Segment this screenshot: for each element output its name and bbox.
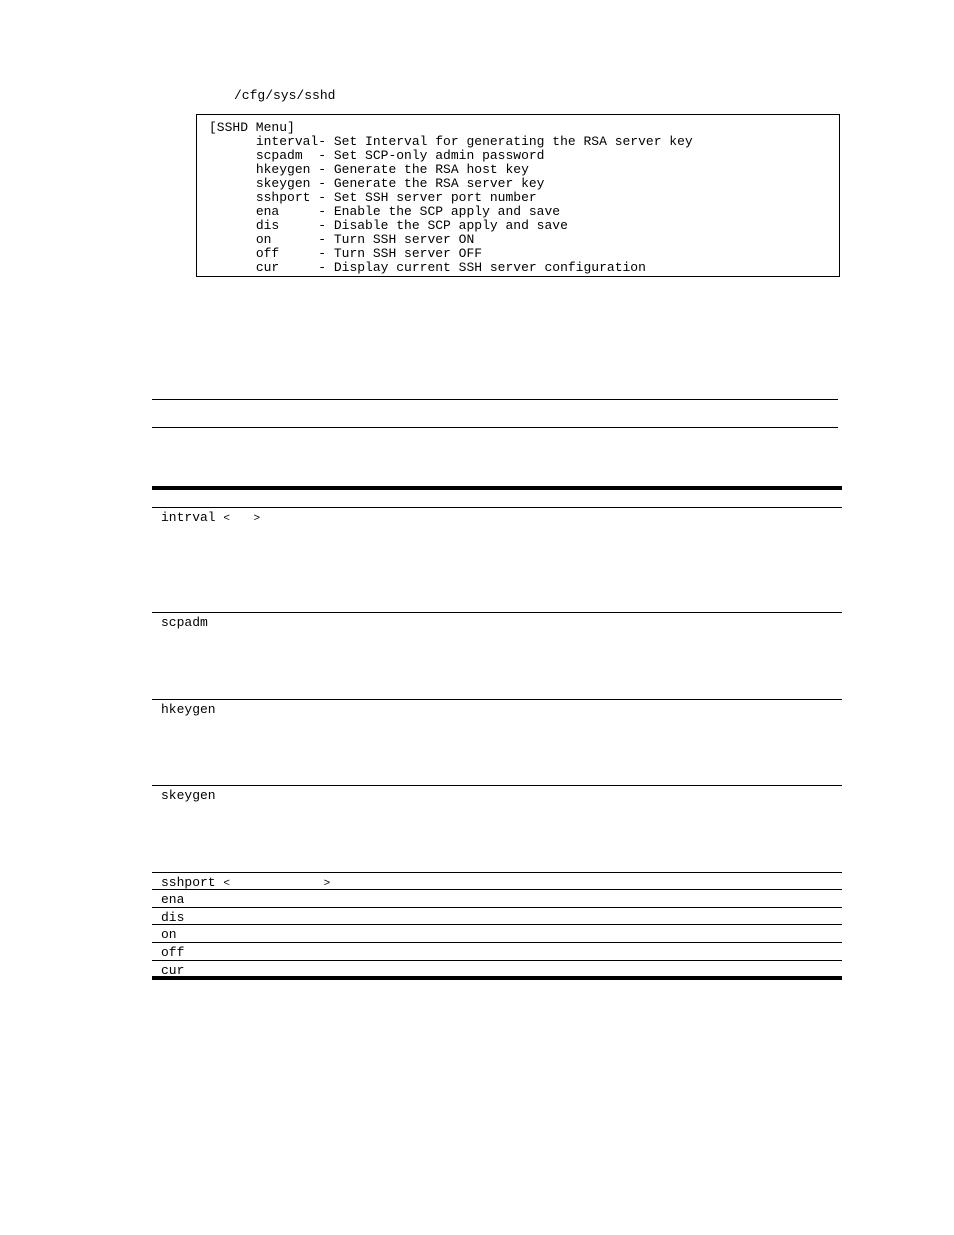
- table-command-cell: [161, 616, 208, 630]
- menu-item-command: hkeygen: [255, 162, 319, 177]
- table-command: scpadm: [161, 615, 208, 630]
- menu-path: /cfg/sys/sshd: [234, 88, 336, 103]
- menu-item-description: Enable the SCP apply and save: [333, 204, 561, 219]
- menu-item-description: Set Interval for generating the RSA server key: [333, 134, 693, 149]
- menu-item-separator: -: [318, 232, 334, 247]
- menu-item-description: Turn SSH server ON: [333, 232, 475, 247]
- command-table: [152, 486, 842, 980]
- table-row-off: [152, 943, 842, 961]
- table-command: hkeygen: [161, 702, 216, 717]
- menu-item-command: ena: [255, 204, 319, 219]
- table-command: on: [161, 927, 177, 942]
- table-command: sshport: [161, 875, 216, 890]
- table-row-on: [152, 925, 842, 943]
- menu-item-description: Generate the RSA host key: [333, 162, 529, 177]
- table-arg-open: <: [223, 513, 231, 525]
- menu-item-command: sshport: [255, 190, 319, 205]
- menu-item-command: off: [255, 246, 319, 261]
- menu-item-separator: -: [318, 176, 334, 191]
- table-command-cell: [161, 789, 216, 803]
- table-row-dis: [152, 908, 842, 925]
- table-row-cur: [152, 961, 842, 980]
- table-command-cell: [161, 911, 184, 925]
- table-body: [152, 508, 842, 980]
- table-command: cur: [161, 963, 185, 978]
- table-command-cell: [161, 703, 216, 717]
- table-command: ena: [161, 892, 185, 907]
- table-row-skeygen: [152, 786, 842, 873]
- table-command-cell: [161, 511, 260, 526]
- menu-item-command: cur: [255, 260, 319, 275]
- table-command-cell: [161, 946, 184, 960]
- menu-item-separator: -: [318, 190, 334, 205]
- table-command: off: [161, 945, 185, 960]
- menu-item-off: [209, 247, 693, 261]
- table-row-intrval: [152, 508, 842, 613]
- section-rule-bottom: [152, 427, 838, 428]
- table-command-cell: [161, 928, 177, 942]
- menu-item-sshport: [209, 191, 693, 205]
- menu-item-command: dis: [255, 218, 319, 233]
- menu-item-separator: -: [318, 260, 334, 275]
- menu-item-separator: -: [318, 204, 334, 219]
- sshd-menu-text: [209, 121, 693, 275]
- menu-item-separator: -: [318, 162, 334, 177]
- table-row-sshport: [152, 873, 842, 890]
- menu-item-description: Set SCP-only admin password: [333, 148, 545, 163]
- menu-title: [SSHD Menu]: [209, 120, 295, 135]
- menu-item-separator: -: [318, 148, 334, 163]
- table-row-scpadm: [152, 613, 842, 700]
- menu-item-ena: [209, 205, 693, 219]
- table-arg-close: >: [323, 878, 331, 890]
- menu-item-description: Turn SSH server OFF: [333, 246, 483, 261]
- menu-item-command: on: [255, 232, 319, 247]
- table-command-cell: [161, 876, 330, 891]
- menu-item-skeygen: [209, 177, 693, 191]
- section-rule-top: [152, 399, 838, 400]
- menu-item-command: scpadm: [255, 148, 319, 163]
- menu-item-hkeygen: [209, 163, 693, 177]
- sshd-menu-box: [196, 114, 840, 277]
- table-row-hkeygen: [152, 700, 842, 786]
- table-command-cell: [161, 964, 184, 978]
- table-command: intrval: [161, 510, 216, 525]
- menu-item-description: Disable the SCP apply and save: [333, 218, 568, 233]
- menu-item-command: interval: [255, 134, 319, 149]
- table-command: skeygen: [161, 788, 216, 803]
- menu-item-command: skeygen: [255, 176, 319, 191]
- menu-item-description: Display current SSH server configuration: [333, 260, 646, 275]
- menu-item-on: [209, 233, 693, 247]
- menu-item-separator: -: [318, 218, 334, 233]
- menu-item-interval: [209, 135, 693, 149]
- table-arg-open: <: [223, 878, 231, 890]
- menu-item-description: Generate the RSA server key: [333, 176, 545, 191]
- menu-item-separator: -: [318, 134, 334, 149]
- table-command: dis: [161, 910, 185, 925]
- menu-item-description: Set SSH server port number: [333, 190, 537, 205]
- menu-item-cur: [209, 261, 693, 275]
- table-header: [152, 490, 842, 508]
- menu-item-scpadm: [209, 149, 693, 163]
- table-command-cell: [161, 893, 184, 907]
- table-row-ena: [152, 890, 842, 908]
- menu-item-dis: [209, 219, 693, 233]
- menu-item-separator: -: [318, 246, 334, 261]
- table-arg-close: >: [253, 513, 261, 525]
